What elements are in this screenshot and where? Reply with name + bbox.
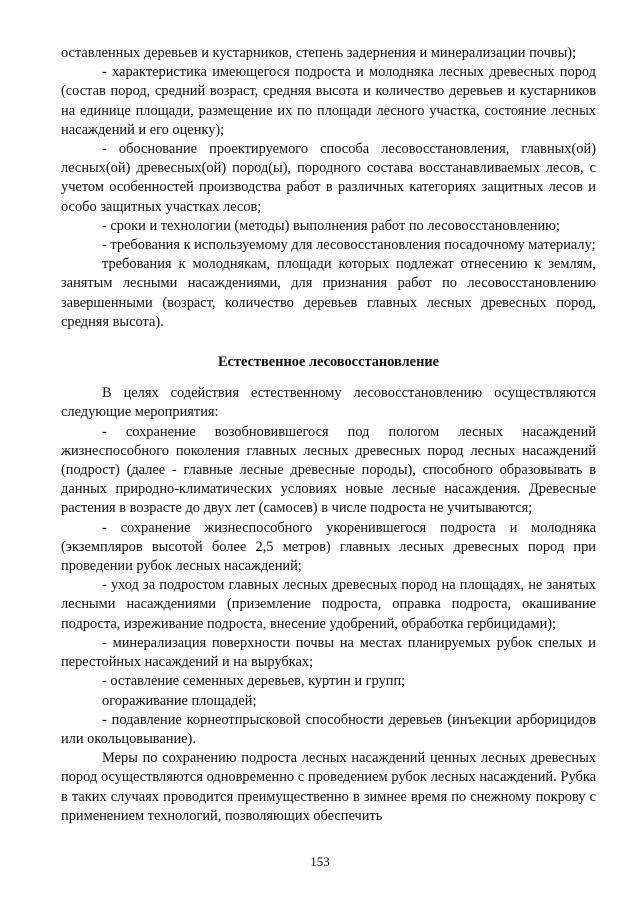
page-body xyxy=(61,44,596,826)
list-item: - подавление корнеотпрысковой способности деревьев (инъекции арборицидов или окольцовывание). xyxy=(61,711,596,747)
list-item: - сохранение жизнеспособного укоренившегося подроста и молодняка (экземпляров высотой более 2,5 метров) главных лесных древесных пород при проведении рубок лесных насаждений; xyxy=(61,519,596,575)
list-item: - сроки и технологии (методы) выполнения работ по лесовосстановлению; xyxy=(102,217,560,234)
list-item: - обоснование проектируемого способа лесовосстановления, главных(ой) лесных(ой) древесных(ой) пород(ы), породного состава восстанавливаемых лесов, с учетом особенностей производства работ в различных категориях защитных лесов и особо защитных участках лесов; xyxy=(61,141,596,215)
list-item: - требования к используемому для лесовосстановления посадочному материалу; xyxy=(102,237,596,254)
page-number: 153 xyxy=(310,854,330,869)
paragraph: оставленных деревьев и кустарников, степень задернения и минерализации почвы); xyxy=(61,45,577,61)
list-item: - минерализация поверхности почвы на местах планируемых рубок спелых и перестойных насаждений и на вырубках; xyxy=(61,634,596,671)
list-item: - уход за подростом главных лесных древесных пород на площадях, не занятых лесными насаждениями (приземление подроста, оправка подроста, окашивание подроста, изреживание подроста, внесение удобрений, обработка гербицидами); xyxy=(61,577,596,632)
paragraph: В целях содействия естественному лесовосстановлению осуществляются следующие мероприятия: xyxy=(61,385,596,421)
list-item: - характеристика имеющегося подроста и молодняка лесных древесных пород (состав пород, средний возраст, средняя высота и количество деревьев и кустарников на единице площади, размещение их по площади лесного участка, состояние лесных насаждений и его оценку); xyxy=(61,64,596,138)
list-item: - оставление семенных деревьев, куртин и групп; xyxy=(102,673,406,690)
list-item: требования к молоднякам, площади которых подлежат отнесению к землям, занятым лесными насаждениями, для признания работ по лесовосстановлению завершенными (возраст, количество деревьев главных лесных древесных пород, средняя высота). xyxy=(61,256,596,330)
section-heading: Естественное лесовосстановление xyxy=(217,354,440,371)
list-item: огораживание площадей; xyxy=(102,692,257,709)
list-item: - сохранение возобновившегося под пологом лесных насаждений жизнеспособного поколения главных лесных древесных пород лесных насаждений (подрост) (далее - главные лесные древесные породы), способного образовывать в данных природно-климатических условиях новые лесные насаждения. Древесные растения в возрасте до двух лет (самосев) в числе подроста не учитываются; xyxy=(61,423,596,517)
paragraph: Меры по сохранению подроста лесных насаждений ценных лесных древесных пород осуществляются одновременно с проведением рубок лесных насаждений. Рубка в таких случаях проводится преимущественно в зимнее время по снежному покрову с применением технологий, позволяющих обеспечить xyxy=(61,750,596,824)
